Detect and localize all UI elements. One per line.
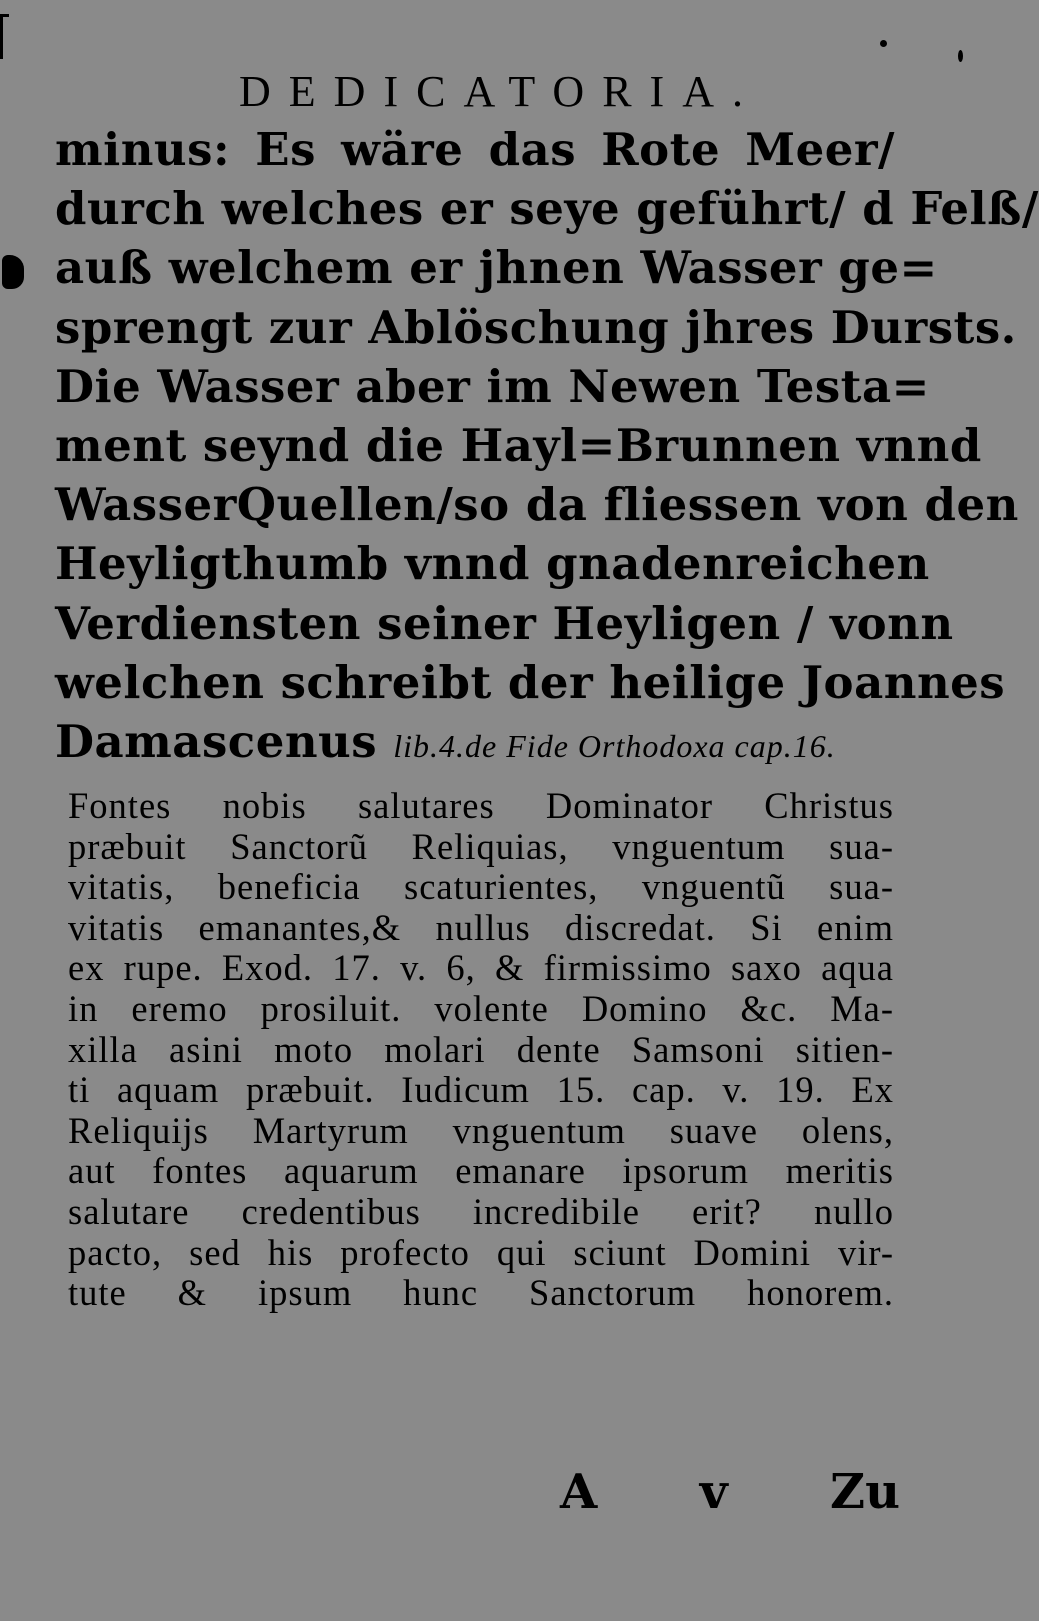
signature-numeral: v: [699, 1464, 728, 1520]
text-line: Fontes nobis salutares Dominator Christus: [68, 785, 894, 826]
german-text-block: [55, 120, 1039, 776]
margin-ink-mark: [2, 255, 24, 289]
running-header: DEDICATORIA.: [239, 67, 761, 116]
text-line: præbuit Sanctorũ Reliquias, vnguentum sua-: [68, 825, 894, 867]
catchword: Zu: [830, 1464, 900, 1520]
text-line: xilla asini moto molari dente Samsoni sitien-: [68, 1028, 894, 1070]
text-line: ex rupe. Exod. 17. v. 6, & firmissimo saxo aqua: [68, 947, 894, 989]
damascenus-word: Damascenus: [55, 715, 378, 769]
text-line: WasserQuellen/so da fliessen von den: [55, 478, 1019, 532]
text-line: Verdiensten seiner Heyligen / vonn: [55, 596, 954, 650]
text-line: in eremo prosiluit. volente Domino &c. Ma-: [68, 987, 894, 1029]
text-line: aut fontes aquarum emanare ipsorum meritis: [68, 1150, 894, 1192]
text-line: sprengt zur Ablöschung jhres Dursts.: [55, 300, 1017, 354]
text-line: auß welchem er jhnen Wasser ge=: [55, 241, 938, 295]
damascenus-line: [55, 712, 895, 776]
ink-speck: [880, 40, 887, 47]
latin-text-block: [68, 786, 894, 1314]
text-line: salutare credentibus incredibile erit? nullo: [68, 1190, 894, 1232]
text-line: pacto, sed his profecto qui sciunt Domini vir-: [68, 1231, 894, 1273]
citation: lib.4.de Fide Orthodoxa cap.16.: [393, 728, 836, 765]
signature-catchword: [560, 1462, 900, 1522]
text-line: ment seynd die Hayl=Brunnen vnnd: [55, 419, 982, 473]
text-line: Die Wasser aber im Newen Testa=: [55, 359, 930, 413]
text-line: ti aquam præbuit. Iudicum 15. cap. v. 19. Ex: [68, 1069, 894, 1111]
signature-letter: A: [560, 1464, 598, 1520]
text-line: vitatis, beneficia scaturientes, vnguentũ sua-: [68, 866, 894, 908]
text-line: Reliquijs Martyrum vnguentum suave olens,: [68, 1109, 894, 1151]
text-line: tute & ipsum hunc Sanctorum honorem.: [68, 1272, 894, 1314]
text-line: minus: Es wäre das Rote Meer/: [55, 123, 895, 176]
text-line: Heyligthumb vnnd gnadenreichen: [55, 537, 930, 591]
text-line: welchen schreibt der heilige Joannes: [55, 655, 1006, 709]
ink-speck: [958, 50, 963, 62]
text-line: vitatis emanantes,& nullus discredat. Si enim: [68, 906, 894, 948]
page-corner-mark: [0, 14, 9, 59]
text-line: durch welches er seye geführt/ d Felß/: [55, 182, 1039, 236]
